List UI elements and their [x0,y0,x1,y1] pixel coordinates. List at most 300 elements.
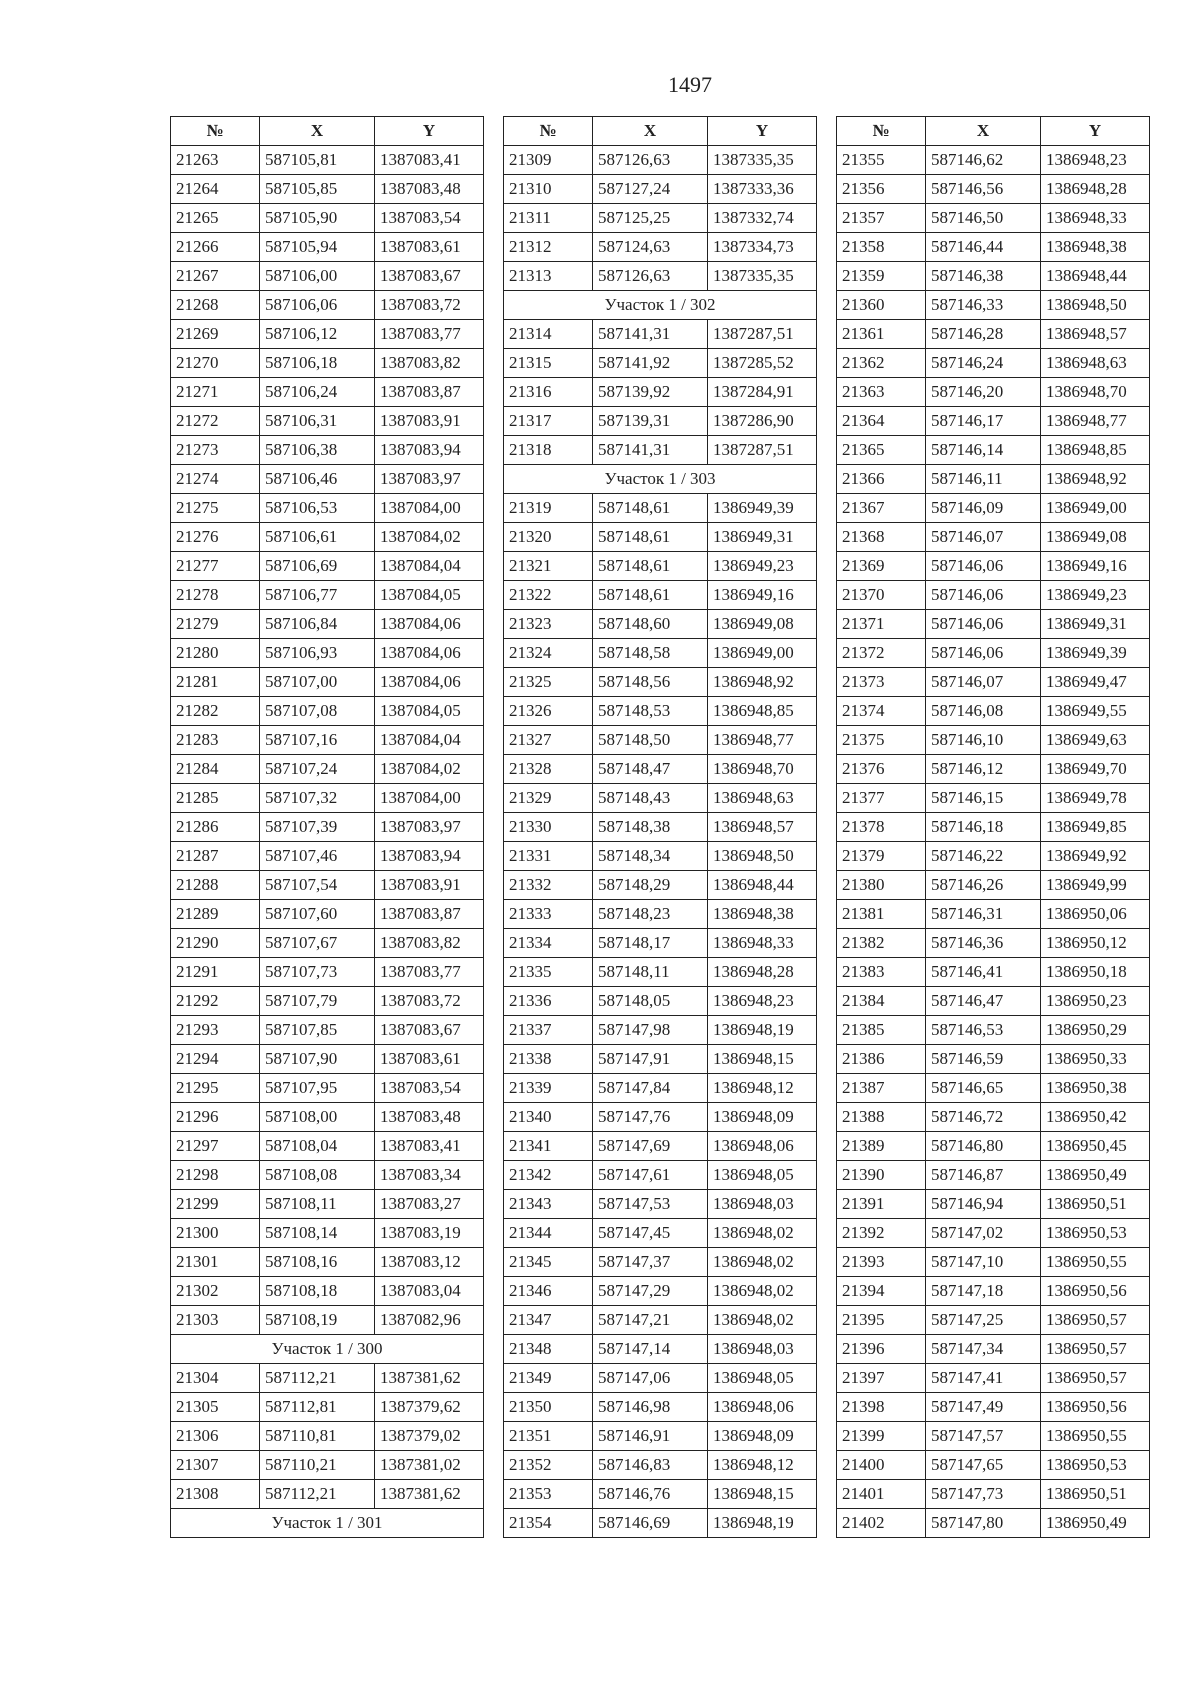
table-row [171,436,484,465]
y-coordinate-cell: 1386948,06 [708,1132,817,1161]
y-coordinate-cell: 1387083,48 [375,1103,484,1132]
y-coordinate-cell: 1387083,87 [375,900,484,929]
header-number: № [171,117,260,146]
y-coordinate-cell: 1386950,56 [1041,1393,1150,1422]
section-row [171,1509,484,1538]
y-coordinate-cell: 1386948,12 [708,1451,817,1480]
point-number-cell: 21357 [837,204,926,233]
point-number-cell: 21344 [504,1219,593,1248]
table-row [171,726,484,755]
y-coordinate-cell: 1387083,41 [375,1132,484,1161]
point-number-cell: 21338 [504,1045,593,1074]
header-x: X [593,117,708,146]
table-row [837,610,1150,639]
point-number-cell: 21281 [171,668,260,697]
point-number-cell: 21294 [171,1045,260,1074]
table-row [837,726,1150,755]
x-coordinate-cell: 587146,22 [926,842,1041,871]
y-coordinate-cell: 1387083,54 [375,1074,484,1103]
point-number-cell: 21310 [504,175,593,204]
point-number-cell: 21305 [171,1393,260,1422]
x-coordinate-cell: 587106,00 [260,262,375,291]
y-coordinate-cell: 1387083,94 [375,436,484,465]
point-number-cell: 21363 [837,378,926,407]
x-coordinate-cell: 587110,81 [260,1422,375,1451]
x-coordinate-cell: 587147,34 [926,1335,1041,1364]
y-coordinate-cell: 1387083,54 [375,204,484,233]
x-coordinate-cell: 587147,76 [593,1103,708,1132]
table-row [504,1132,817,1161]
point-number-cell: 21319 [504,494,593,523]
y-coordinate-cell: 1386948,02 [708,1219,817,1248]
section-title: Участок 1 / 302 [504,291,817,320]
y-coordinate-cell: 1387082,96 [375,1306,484,1335]
x-coordinate-cell: 587146,12 [926,755,1041,784]
x-coordinate-cell: 587146,06 [926,552,1041,581]
table-row [504,1161,817,1190]
y-coordinate-cell: 1386949,78 [1041,784,1150,813]
y-coordinate-cell: 1387334,73 [708,233,817,262]
table-row [837,842,1150,871]
y-coordinate-cell: 1386948,92 [1041,465,1150,494]
header-number: № [837,117,926,146]
point-number-cell: 21352 [504,1451,593,1480]
x-coordinate-cell: 587146,20 [926,378,1041,407]
y-coordinate-cell: 1387084,00 [375,494,484,523]
table-row [171,987,484,1016]
point-number-cell: 21379 [837,842,926,871]
point-number-cell: 21391 [837,1190,926,1219]
point-number-cell: 21354 [504,1509,593,1538]
y-coordinate-cell: 1386948,77 [1041,407,1150,436]
y-coordinate-cell: 1387381,62 [375,1480,484,1509]
x-coordinate-cell: 587107,00 [260,668,375,697]
table-row [504,407,817,436]
table-row [171,1277,484,1306]
y-coordinate-cell: 1386948,85 [1041,436,1150,465]
y-coordinate-cell: 1386949,16 [1041,552,1150,581]
y-coordinate-cell: 1387084,00 [375,784,484,813]
table-row [504,1480,817,1509]
table-row [171,1364,484,1393]
y-coordinate-cell: 1386950,55 [1041,1248,1150,1277]
table-row [504,1248,817,1277]
point-number-cell: 21277 [171,552,260,581]
header-x: X [926,117,1041,146]
table-row [171,291,484,320]
table-row [504,697,817,726]
y-coordinate-cell: 1386949,39 [1041,639,1150,668]
table-row [504,755,817,784]
y-coordinate-cell: 1387083,82 [375,349,484,378]
x-coordinate-cell: 587107,60 [260,900,375,929]
x-coordinate-cell: 587106,77 [260,581,375,610]
y-coordinate-cell: 1387083,61 [375,1045,484,1074]
x-coordinate-cell: 587146,10 [926,726,1041,755]
table-row [171,233,484,262]
x-coordinate-cell: 587146,28 [926,320,1041,349]
y-coordinate-cell: 1386949,63 [1041,726,1150,755]
table-row [504,871,817,900]
x-coordinate-cell: 587148,38 [593,813,708,842]
y-coordinate-cell: 1387335,35 [708,262,817,291]
y-coordinate-cell: 1387083,77 [375,958,484,987]
table-row [837,465,1150,494]
point-number-cell: 21356 [837,175,926,204]
y-coordinate-cell: 1386949,92 [1041,842,1150,871]
point-number-cell: 21343 [504,1190,593,1219]
point-number-cell: 21263 [171,146,260,175]
point-number-cell: 21382 [837,929,926,958]
table-row [837,1364,1150,1393]
point-number-cell: 21397 [837,1364,926,1393]
point-number-cell: 21351 [504,1422,593,1451]
table-row [837,175,1150,204]
table-row [837,581,1150,610]
y-coordinate-cell: 1386948,05 [708,1364,817,1393]
y-coordinate-cell: 1387084,04 [375,552,484,581]
table-row [837,1045,1150,1074]
table-row [171,146,484,175]
y-coordinate-cell: 1386950,53 [1041,1451,1150,1480]
table-row [171,958,484,987]
x-coordinate-cell: 587146,41 [926,958,1041,987]
y-coordinate-cell: 1386949,23 [708,552,817,581]
y-coordinate-cell: 1387083,91 [375,871,484,900]
x-coordinate-cell: 587146,62 [926,146,1041,175]
point-number-cell: 21329 [504,784,593,813]
y-coordinate-cell: 1386949,00 [708,639,817,668]
x-coordinate-cell: 587147,69 [593,1132,708,1161]
x-coordinate-cell: 587147,49 [926,1393,1041,1422]
x-coordinate-cell: 587148,61 [593,552,708,581]
y-coordinate-cell: 1386950,57 [1041,1364,1150,1393]
point-number-cell: 21353 [504,1480,593,1509]
section-title: Участок 1 / 301 [171,1509,484,1538]
y-coordinate-cell: 1387083,61 [375,233,484,262]
table-row [837,1451,1150,1480]
point-number-cell: 21301 [171,1248,260,1277]
point-number-cell: 21267 [171,262,260,291]
point-number-cell: 21337 [504,1016,593,1045]
y-coordinate-cell: 1387084,05 [375,581,484,610]
point-number-cell: 21336 [504,987,593,1016]
point-number-cell: 21396 [837,1335,926,1364]
x-coordinate-cell: 587146,98 [593,1393,708,1422]
x-coordinate-cell: 587141,31 [593,436,708,465]
table-row [171,407,484,436]
y-coordinate-cell: 1386948,09 [708,1422,817,1451]
x-coordinate-cell: 587126,63 [593,146,708,175]
point-number-cell: 21348 [504,1335,593,1364]
x-coordinate-cell: 587146,76 [593,1480,708,1509]
x-coordinate-cell: 587146,18 [926,813,1041,842]
table-row [171,465,484,494]
x-coordinate-cell: 587105,81 [260,146,375,175]
y-coordinate-cell: 1386948,70 [1041,378,1150,407]
table-row [504,842,817,871]
y-coordinate-cell: 1386948,09 [708,1103,817,1132]
table-row [837,1103,1150,1132]
header-x: X [260,117,375,146]
header-row [837,117,1150,146]
x-coordinate-cell: 587147,18 [926,1277,1041,1306]
x-coordinate-cell: 587148,43 [593,784,708,813]
point-number-cell: 21380 [837,871,926,900]
point-number-cell: 21316 [504,378,593,407]
x-coordinate-cell: 587148,17 [593,929,708,958]
y-coordinate-cell: 1386950,55 [1041,1422,1150,1451]
y-coordinate-cell: 1386948,06 [708,1393,817,1422]
table-row [837,784,1150,813]
y-coordinate-cell: 1386948,44 [1041,262,1150,291]
table-row [837,523,1150,552]
table-row [837,1190,1150,1219]
table-row [171,1451,484,1480]
table-row [504,1451,817,1480]
point-number-cell: 21362 [837,349,926,378]
y-coordinate-cell: 1386950,51 [1041,1480,1150,1509]
y-coordinate-cell: 1387083,04 [375,1277,484,1306]
y-coordinate-cell: 1387333,36 [708,175,817,204]
table-row [504,523,817,552]
table-row [837,1509,1150,1538]
x-coordinate-cell: 587147,37 [593,1248,708,1277]
x-coordinate-cell: 587147,41 [926,1364,1041,1393]
table-row [837,349,1150,378]
point-number-cell: 21304 [171,1364,260,1393]
x-coordinate-cell: 587147,06 [593,1364,708,1393]
x-coordinate-cell: 587146,53 [926,1016,1041,1045]
table-row [837,929,1150,958]
table-row [504,349,817,378]
table-row [504,1277,817,1306]
point-number-cell: 21276 [171,523,260,552]
point-number-cell: 21359 [837,262,926,291]
table-row [171,581,484,610]
point-number-cell: 21365 [837,436,926,465]
x-coordinate-cell: 587146,56 [926,175,1041,204]
point-number-cell: 21333 [504,900,593,929]
x-coordinate-cell: 587146,69 [593,1509,708,1538]
y-coordinate-cell: 1386949,70 [1041,755,1150,784]
x-coordinate-cell: 587107,16 [260,726,375,755]
x-coordinate-cell: 587125,25 [593,204,708,233]
header-row [504,117,817,146]
x-coordinate-cell: 587146,26 [926,871,1041,900]
point-number-cell: 21340 [504,1103,593,1132]
y-coordinate-cell: 1387286,90 [708,407,817,436]
x-coordinate-cell: 587106,61 [260,523,375,552]
table-row [171,1248,484,1277]
y-coordinate-cell: 1386950,42 [1041,1103,1150,1132]
x-coordinate-cell: 587146,36 [926,929,1041,958]
table-row [504,1016,817,1045]
y-coordinate-cell: 1386949,55 [1041,697,1150,726]
x-coordinate-cell: 587146,07 [926,523,1041,552]
table-row [837,1074,1150,1103]
table-row [837,1132,1150,1161]
table-row [171,813,484,842]
y-coordinate-cell: 1386949,31 [1041,610,1150,639]
y-coordinate-cell: 1387379,02 [375,1422,484,1451]
point-number-cell: 21345 [504,1248,593,1277]
y-coordinate-cell: 1386948,15 [708,1045,817,1074]
point-number-cell: 21388 [837,1103,926,1132]
x-coordinate-cell: 587107,85 [260,1016,375,1045]
y-coordinate-cell: 1386948,23 [1041,146,1150,175]
table-row [837,378,1150,407]
y-coordinate-cell: 1386948,57 [1041,320,1150,349]
x-coordinate-cell: 587147,98 [593,1016,708,1045]
point-number-cell: 21287 [171,842,260,871]
x-coordinate-cell: 587106,53 [260,494,375,523]
table-row [837,494,1150,523]
table-row [504,1074,817,1103]
page-number: 1497 [668,72,712,97]
x-coordinate-cell: 587107,95 [260,1074,375,1103]
point-number-cell: 21309 [504,146,593,175]
table-row [837,1335,1150,1364]
point-number-cell: 21327 [504,726,593,755]
table-row [504,784,817,813]
y-coordinate-cell: 1387084,05 [375,697,484,726]
table-row [837,1306,1150,1335]
y-coordinate-cell: 1386948,02 [708,1306,817,1335]
table-row [837,1248,1150,1277]
point-number-cell: 21364 [837,407,926,436]
point-number-cell: 21349 [504,1364,593,1393]
y-coordinate-cell: 1386950,23 [1041,987,1150,1016]
y-coordinate-cell: 1387083,72 [375,291,484,320]
point-number-cell: 21279 [171,610,260,639]
x-coordinate-cell: 587148,11 [593,958,708,987]
point-number-cell: 21330 [504,813,593,842]
x-coordinate-cell: 587147,29 [593,1277,708,1306]
table-row [171,523,484,552]
point-number-cell: 21307 [171,1451,260,1480]
x-coordinate-cell: 587146,94 [926,1190,1041,1219]
point-number-cell: 21331 [504,842,593,871]
table-row [171,1219,484,1248]
point-number-cell: 21282 [171,697,260,726]
x-coordinate-cell: 587110,21 [260,1451,375,1480]
x-coordinate-cell: 587147,45 [593,1219,708,1248]
point-number-cell: 21347 [504,1306,593,1335]
point-number-cell: 21400 [837,1451,926,1480]
y-coordinate-cell: 1387287,51 [708,436,817,465]
table-row [837,1016,1150,1045]
table-row [504,900,817,929]
y-coordinate-cell: 1386949,47 [1041,668,1150,697]
table-row [171,697,484,726]
y-coordinate-cell: 1387083,72 [375,987,484,1016]
y-coordinate-cell: 1387287,51 [708,320,817,349]
point-number-cell: 21368 [837,523,926,552]
table-row [837,1277,1150,1306]
x-coordinate-cell: 587146,17 [926,407,1041,436]
point-number-cell: 21321 [504,552,593,581]
y-coordinate-cell: 1386948,38 [1041,233,1150,262]
x-coordinate-cell: 587146,07 [926,668,1041,697]
table-row [504,1393,817,1422]
y-coordinate-cell: 1387379,62 [375,1393,484,1422]
table-row [504,958,817,987]
x-coordinate-cell: 587146,11 [926,465,1041,494]
y-coordinate-cell: 1387083,12 [375,1248,484,1277]
y-coordinate-cell: 1387381,62 [375,1364,484,1393]
table-row [504,610,817,639]
x-coordinate-cell: 587141,31 [593,320,708,349]
y-coordinate-cell: 1387084,02 [375,523,484,552]
point-number-cell: 21285 [171,784,260,813]
table-row [171,1074,484,1103]
y-coordinate-cell: 1386948,19 [708,1509,817,1538]
x-coordinate-cell: 587146,44 [926,233,1041,262]
x-coordinate-cell: 587146,83 [593,1451,708,1480]
table-row [504,581,817,610]
table-row [837,668,1150,697]
point-number-cell: 21326 [504,697,593,726]
point-number-cell: 21332 [504,871,593,900]
y-coordinate-cell: 1386948,02 [708,1248,817,1277]
point-number-cell: 21334 [504,929,593,958]
y-coordinate-cell: 1387083,48 [375,175,484,204]
point-number-cell: 21289 [171,900,260,929]
table-row [504,726,817,755]
coordinate-table-1 [170,116,484,1538]
y-coordinate-cell: 1386949,31 [708,523,817,552]
table-row [171,1422,484,1451]
x-coordinate-cell: 587106,06 [260,291,375,320]
y-coordinate-cell: 1387284,91 [708,378,817,407]
table-row [171,320,484,349]
point-number-cell: 21264 [171,175,260,204]
y-coordinate-cell: 1387083,34 [375,1161,484,1190]
table-row [171,784,484,813]
x-coordinate-cell: 587147,57 [926,1422,1041,1451]
section-title: Участок 1 / 300 [171,1335,484,1364]
table-row [504,233,817,262]
point-number-cell: 21373 [837,668,926,697]
x-coordinate-cell: 587146,65 [926,1074,1041,1103]
y-coordinate-cell: 1387381,02 [375,1451,484,1480]
table-row [504,987,817,1016]
x-coordinate-cell: 587127,24 [593,175,708,204]
y-coordinate-cell: 1387084,06 [375,610,484,639]
table-row [837,813,1150,842]
x-coordinate-cell: 587148,61 [593,523,708,552]
x-coordinate-cell: 587107,32 [260,784,375,813]
y-coordinate-cell: 1386949,99 [1041,871,1150,900]
x-coordinate-cell: 587108,00 [260,1103,375,1132]
y-coordinate-cell: 1387083,94 [375,842,484,871]
x-coordinate-cell: 587146,06 [926,581,1041,610]
y-coordinate-cell: 1386948,15 [708,1480,817,1509]
y-coordinate-cell: 1386950,57 [1041,1335,1150,1364]
y-coordinate-cell: 1386949,08 [708,610,817,639]
point-number-cell: 21323 [504,610,593,639]
x-coordinate-cell: 587106,24 [260,378,375,407]
table-row [171,175,484,204]
y-coordinate-cell: 1387083,82 [375,929,484,958]
table-row [837,1161,1150,1190]
point-number-cell: 21398 [837,1393,926,1422]
point-number-cell: 21293 [171,1016,260,1045]
x-coordinate-cell: 587108,11 [260,1190,375,1219]
y-coordinate-cell: 1386948,44 [708,871,817,900]
y-coordinate-cell: 1386950,33 [1041,1045,1150,1074]
